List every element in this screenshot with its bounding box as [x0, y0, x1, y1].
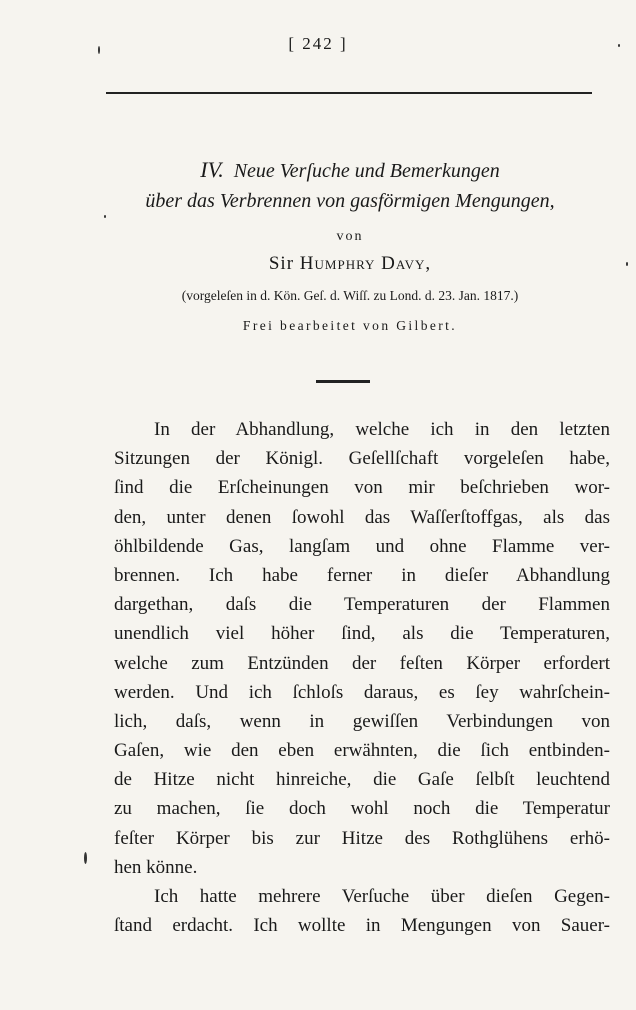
body-line: hen könne.: [114, 856, 198, 878]
section-divider: [316, 380, 370, 383]
article-numeral: IV.: [200, 157, 224, 182]
body-line: de Hitze nicht hinreiche, die Gaſe ſelbſt leuchtend: [114, 769, 610, 791]
body-line: zu machen, ſie doch wohl noch die Temperatur: [114, 798, 610, 820]
scan-speck: [104, 215, 106, 218]
body-line: Gaſen, wie den eben erwähnten, die ſich entbinden-: [114, 740, 610, 762]
author-prefix: Sir: [268, 253, 295, 274]
body-line: Sitzungen der Königl. Geſellſchaft vorgeleſen habe,: [114, 448, 610, 470]
article-title-line-1: [100, 155, 600, 186]
body-text: [114, 415, 610, 940]
author-name: Humphry Davy,: [299, 253, 432, 274]
body-line: den, unter denen ſowohl das Waſſerſtoffgas, als das: [114, 506, 610, 528]
editor-note: Frei bearbeitet von Gilbert.: [242, 318, 458, 333]
byline-von: von: [336, 229, 364, 244]
read-note: (vorgeleſen in d. Kön. Geſ. d. Wiſſ. zu Lond. d. 23. Jan. 1817.): [181, 288, 519, 303]
body-line: lich, daſs, wenn in gewiſſen Verbindungen von: [114, 710, 610, 732]
body-line: In der Abhandlung, welche ich in den letzten: [154, 419, 610, 440]
article-title-line-2: über das Verbrennen von gasförmigen Mengungen,: [145, 190, 555, 212]
body-line: öhlbildende Gas, langſam und ohne Flamme ver-: [114, 535, 610, 557]
page-number: [ 242 ]: [288, 34, 348, 53]
scan-speck: [626, 262, 628, 266]
article-title-text-1: Neue Verſuche und Bemerkungen: [233, 160, 500, 182]
body-line: ſtand erdacht. Ich wollte in Mengungen von Sauer-: [114, 915, 610, 937]
body-line: unendlich viel höher ſind, als die Temperaturen,: [114, 623, 610, 645]
author-line: [100, 250, 600, 278]
scan-speck: [84, 852, 87, 864]
body-line: werden. Und ich ſchloſs daraus, es ſey wahrſchein-: [114, 681, 610, 703]
body-line: ſind die Erſcheinungen von mir beſchrieben wor-: [114, 477, 610, 499]
body-line: welche zum Entzünden der feſten Körper erfordert: [114, 652, 610, 674]
article-heading: [100, 155, 600, 338]
body-line: Ich hatte mehrere Verſuche über dieſen Gegen-: [154, 886, 610, 907]
scan-speck: [618, 44, 620, 47]
body-line: brennen. Ich habe ferner in dieſer Abhandlung: [114, 564, 610, 586]
body-line: dargethan, daſs die Temperaturen der Flammen: [114, 594, 610, 616]
header-rule: [106, 92, 592, 94]
body-line: feſter Körper bis zur Hitze des Rothglühens erhö-: [114, 827, 610, 849]
scan-speck: [98, 46, 100, 54]
